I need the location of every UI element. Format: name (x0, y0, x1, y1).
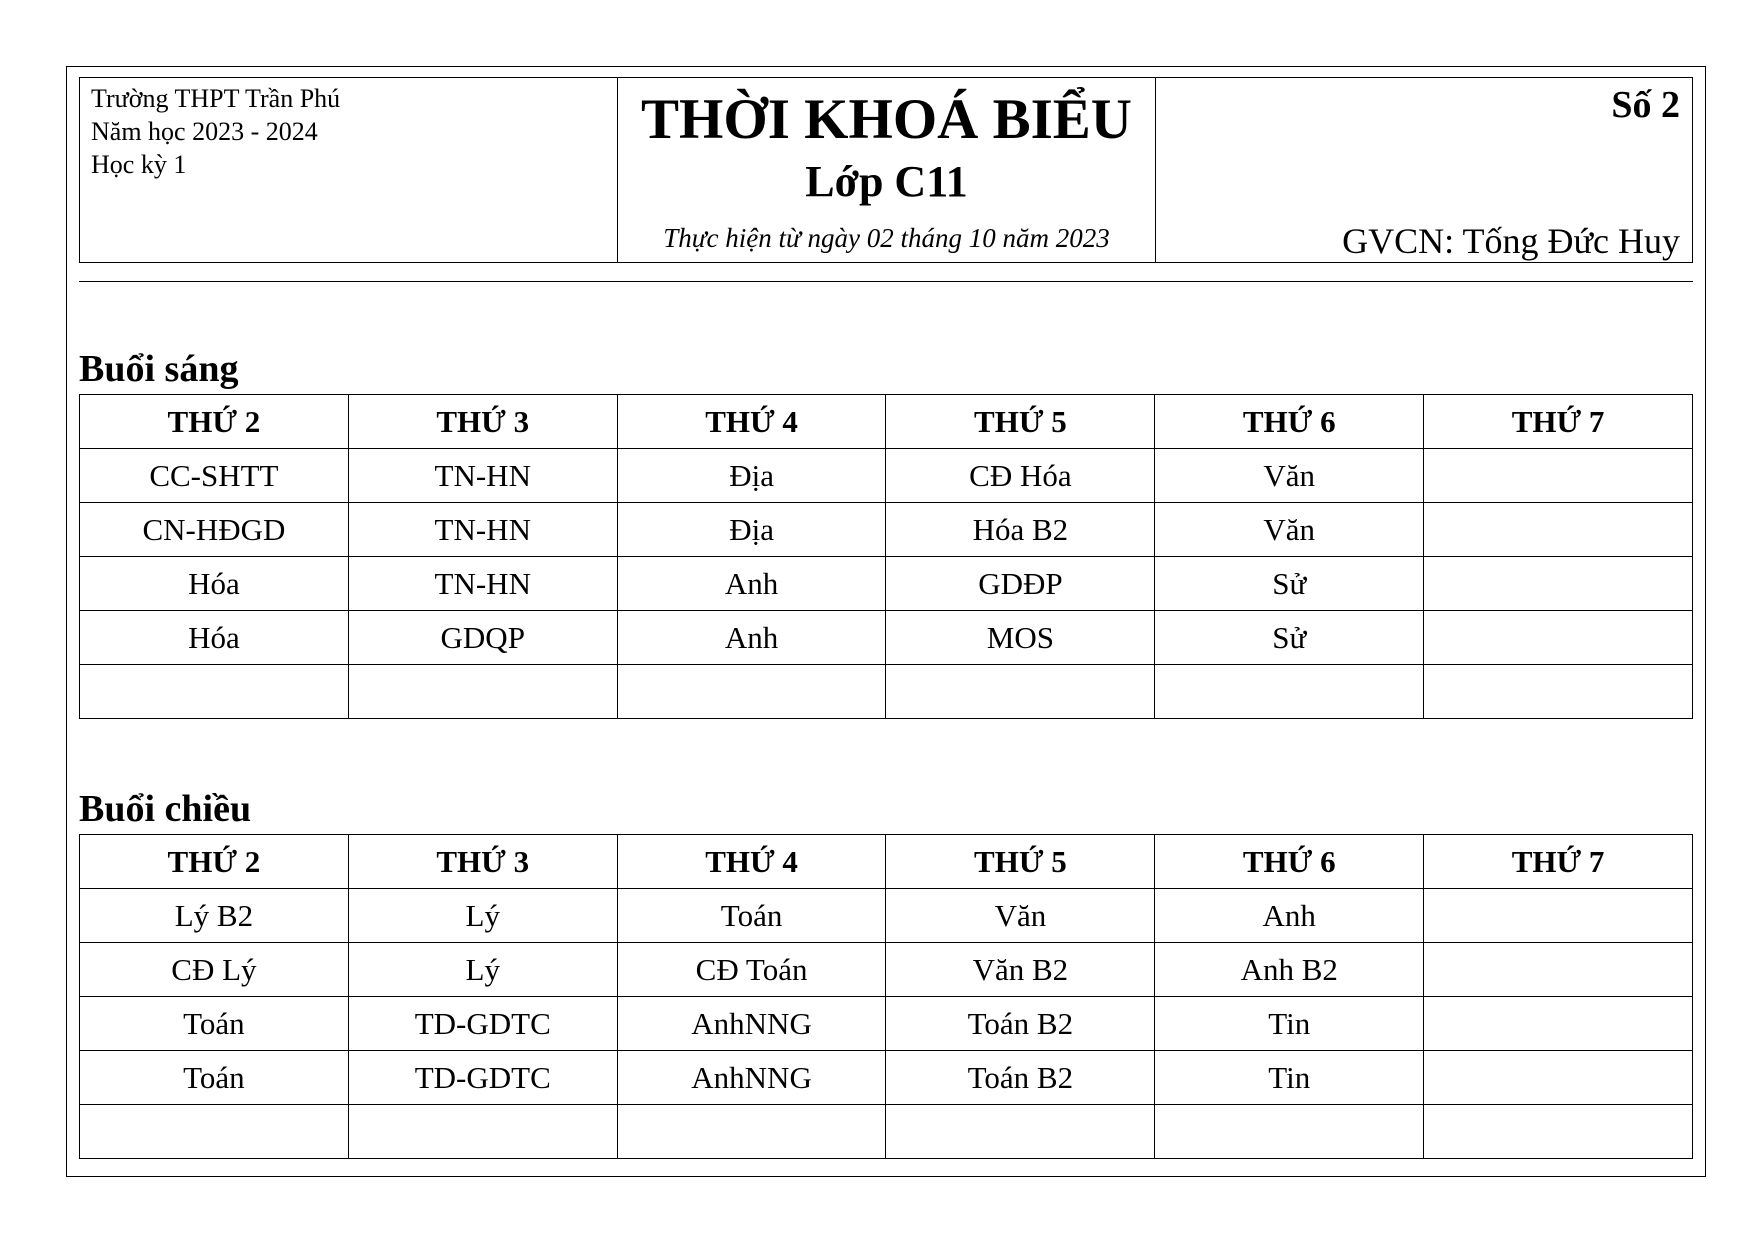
subject-cell: Toán (617, 889, 886, 943)
subject-cell (1424, 611, 1693, 665)
period-row (80, 557, 1693, 611)
day-header: THỨ 4 (617, 835, 886, 889)
subject-cell (1424, 1051, 1693, 1105)
subject-cell (1424, 889, 1693, 943)
subject-cell: Sử (1155, 557, 1424, 611)
subject-cell (1424, 1105, 1693, 1159)
subject-cell: GDĐP (886, 557, 1155, 611)
subject-cell (1424, 665, 1693, 719)
subject-cell: Lý (348, 943, 617, 997)
subject-cell: Hóa B2 (886, 503, 1155, 557)
doc-info (1156, 78, 1692, 262)
subject-cell (1424, 943, 1693, 997)
subject-cell: TN-HN (348, 557, 617, 611)
afternoon-section-title: Buổi chiều (79, 788, 252, 830)
document-title: THỜI KHOÁ BIỂU (641, 88, 1132, 151)
period-row (80, 665, 1693, 719)
subject-cell: Văn (1155, 449, 1424, 503)
subject-cell: Lý (348, 889, 617, 943)
title-block (618, 78, 1156, 262)
subject-cell: Tin (1155, 1051, 1424, 1105)
subject-cell (1424, 557, 1693, 611)
subject-cell (80, 665, 349, 719)
subject-cell: GDQP (348, 611, 617, 665)
document-number: Số 2 (1611, 84, 1680, 126)
period-row (80, 611, 1693, 665)
morning-section-title: Buổi sáng (79, 348, 239, 390)
day-header-row (80, 835, 1693, 889)
subject-cell: Văn (886, 889, 1155, 943)
subject-cell: CĐ Lý (80, 943, 349, 997)
subject-cell: TN-HN (348, 449, 617, 503)
subject-cell (617, 1105, 886, 1159)
subject-cell (1424, 449, 1693, 503)
subject-cell: CĐ Hóa (886, 449, 1155, 503)
day-header: THỨ 5 (886, 835, 1155, 889)
timetable-header (79, 77, 1693, 263)
subject-cell (80, 1105, 349, 1159)
subject-cell: MOS (886, 611, 1155, 665)
subject-cell: CN-HĐGD (80, 503, 349, 557)
day-header: THỨ 6 (1155, 395, 1424, 449)
day-header-row (80, 395, 1693, 449)
morning-timetable (79, 394, 1693, 719)
subject-cell (886, 1105, 1155, 1159)
subject-cell: TN-HN (348, 503, 617, 557)
subject-cell: AnhNNG (617, 1051, 886, 1105)
subject-cell: Lý B2 (80, 889, 349, 943)
subject-cell: Anh B2 (1155, 943, 1424, 997)
subject-cell: Hóa (80, 611, 349, 665)
subject-cell: Địa (617, 503, 886, 557)
day-header: THỨ 7 (1424, 835, 1693, 889)
subject-cell: Anh (617, 611, 886, 665)
subject-cell: Toán (80, 997, 349, 1051)
day-header: THỨ 3 (348, 395, 617, 449)
day-header: THỨ 4 (617, 395, 886, 449)
subject-cell (886, 665, 1155, 719)
subject-cell: Toán B2 (886, 997, 1155, 1051)
day-header: THỨ 3 (348, 835, 617, 889)
day-header: THỨ 2 (80, 395, 349, 449)
homeroom-teacher: GVCN: Tống Đức Huy (1342, 221, 1680, 261)
school-year: Năm học 2023 - 2024 (91, 117, 318, 146)
subject-cell: CĐ Toán (617, 943, 886, 997)
day-header: THỨ 7 (1424, 395, 1693, 449)
subject-cell: Toán (80, 1051, 349, 1105)
subject-cell: AnhNNG (617, 997, 886, 1051)
period-row (80, 1051, 1693, 1105)
period-row (80, 943, 1693, 997)
subject-cell (348, 1105, 617, 1159)
subject-cell: Văn (1155, 503, 1424, 557)
period-row (80, 449, 1693, 503)
class-name: Lớp C11 (805, 157, 968, 206)
subject-cell (1424, 503, 1693, 557)
effective-date: Thực hiện từ ngày 02 tháng 10 năm 2023 (663, 223, 1110, 253)
subject-cell: Hóa (80, 557, 349, 611)
afternoon-timetable (79, 834, 1693, 1159)
day-header: THỨ 2 (80, 835, 349, 889)
subject-cell (1155, 665, 1424, 719)
subject-cell: Anh (617, 557, 886, 611)
subject-cell: Văn B2 (886, 943, 1155, 997)
subject-cell: CC-SHTT (80, 449, 349, 503)
subject-cell: Sử (1155, 611, 1424, 665)
subject-cell (617, 665, 886, 719)
subject-cell: Anh (1155, 889, 1424, 943)
subject-cell (1424, 997, 1693, 1051)
subject-cell: TD-GDTC (348, 997, 617, 1051)
subject-cell: TD-GDTC (348, 1051, 617, 1105)
subject-cell: Toán B2 (886, 1051, 1155, 1105)
period-row (80, 889, 1693, 943)
period-row (80, 503, 1693, 557)
header-divider (79, 281, 1693, 282)
semester: Học kỳ 1 (91, 150, 187, 179)
subject-cell: Địa (617, 449, 886, 503)
day-header: THỨ 5 (886, 395, 1155, 449)
period-row (80, 997, 1693, 1051)
day-header: THỨ 6 (1155, 835, 1424, 889)
period-row (80, 1105, 1693, 1159)
subject-cell (348, 665, 617, 719)
school-name: Trường THPT Trần Phú (91, 84, 341, 113)
subject-cell: Tin (1155, 997, 1424, 1051)
school-info (80, 78, 618, 262)
subject-cell (1155, 1105, 1424, 1159)
